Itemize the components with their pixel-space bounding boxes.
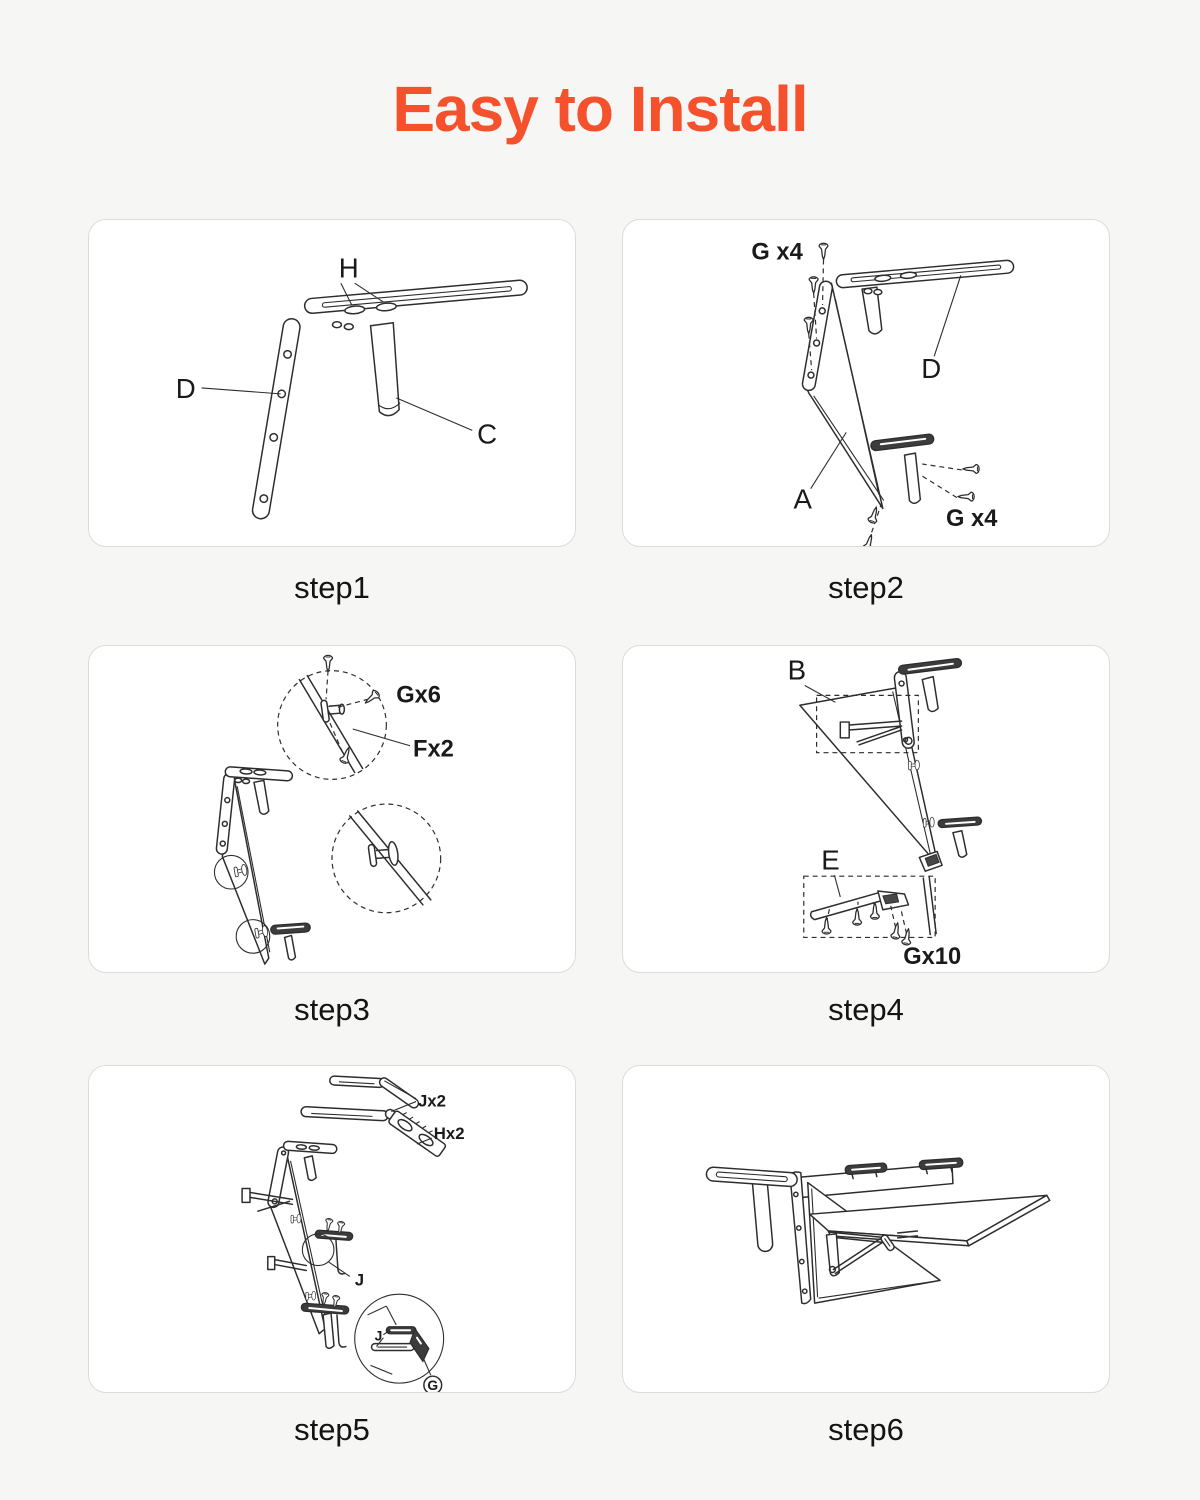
magnifier-bottom <box>332 804 441 913</box>
step3-labels <box>353 682 454 762</box>
screws-right <box>920 464 979 501</box>
leg-part-c <box>371 323 401 416</box>
step3-diagram <box>89 646 575 972</box>
label-g: Gx6 <box>396 682 441 709</box>
screws-bottom <box>862 503 881 546</box>
step1-caption: step1 <box>294 570 370 605</box>
step5-caption: step5 <box>294 1412 370 1447</box>
label-h: H <box>338 252 359 284</box>
step1-card <box>88 219 576 547</box>
assembly <box>214 767 310 965</box>
step5-diagram <box>89 1066 575 1392</box>
panel <box>800 687 938 866</box>
step1-labels <box>176 252 497 449</box>
bracket2 <box>938 817 982 857</box>
step1-diagram <box>89 220 575 546</box>
label-g-top: G x4 <box>751 239 803 266</box>
corner-bracket-e <box>804 876 936 945</box>
label-a: A <box>793 483 813 515</box>
page-title: Easy to Install <box>392 73 808 145</box>
label-e: E <box>821 844 840 876</box>
label-g-bottom: G x4 <box>946 506 998 533</box>
step2-card <box>622 219 1110 547</box>
label-b: B <box>787 654 807 686</box>
label-d: D <box>921 353 942 385</box>
top-bar-part-h <box>304 280 528 330</box>
step2-diagram <box>623 220 1109 546</box>
side-arm-part-d <box>251 317 301 520</box>
label-j: J <box>354 1270 365 1290</box>
step3-caption: step3 <box>294 992 370 1027</box>
step3-card <box>88 645 576 973</box>
step5-card <box>88 1065 576 1393</box>
label-g: Gx10 <box>903 944 962 971</box>
slotted-bar <box>706 1167 798 1187</box>
step2-caption: step2 <box>828 570 904 605</box>
step6-diagram <box>623 1066 1109 1392</box>
label-h-pair: Hx2 <box>433 1124 465 1144</box>
step6-caption: step6 <box>828 1412 904 1447</box>
corner-piece <box>919 851 942 871</box>
assembly <box>242 1141 353 1348</box>
magnifier-top <box>278 655 387 779</box>
step6-card <box>622 1065 1110 1393</box>
step4-caption: step4 <box>828 992 904 1027</box>
step4-diagram <box>623 646 1109 972</box>
step4-card <box>622 645 1110 973</box>
label-g-zoom: G <box>427 1377 439 1392</box>
label-d: D <box>175 372 196 404</box>
label-j-pair: Jx2 <box>417 1091 446 1111</box>
label-c: C <box>477 418 498 450</box>
label-j-zoom: J <box>374 1327 383 1344</box>
label-f: Fx2 <box>413 736 454 763</box>
